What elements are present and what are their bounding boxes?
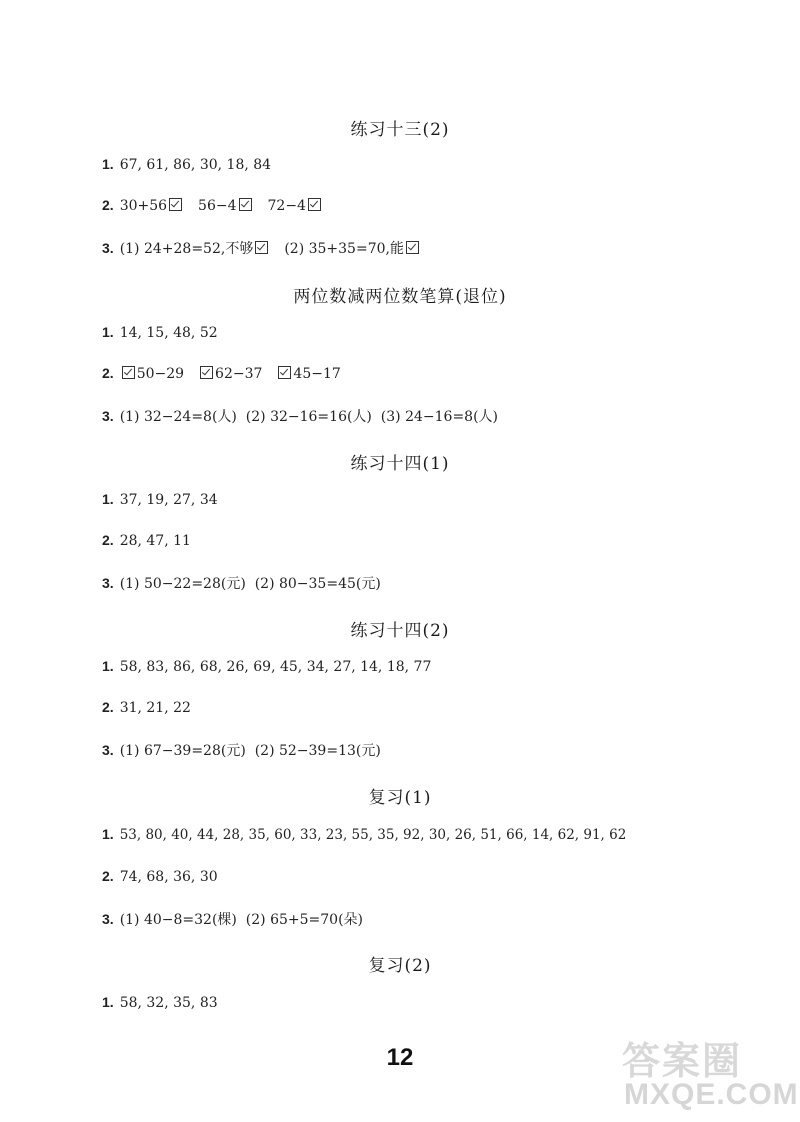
item-number: 1. [102,658,114,674]
answer-line [102,238,421,258]
watermark-logo [618,1030,799,1115]
page-number: 12 [386,1044,414,1071]
answer-line [102,573,381,593]
checkmark-icon [406,241,419,254]
answer-text: 50−29 [136,366,185,382]
checkmark-icon [255,241,268,254]
watermark-text: 答案圈 [622,1041,743,1083]
answer-text: 28, 47, 11 [119,533,191,549]
answer-text: (1) 50−22=28(元) (2) 80−35=45(元) [119,576,381,592]
answer-line [102,826,626,843]
answer-line [102,699,191,716]
answer-text: 14, 15, 48, 52 [119,325,218,341]
section-title: 复习(2) [368,956,432,976]
item-number: 2. [102,197,114,213]
answer-line [102,909,363,929]
answer-text: 58, 83, 86, 68, 26, 69, 45, 34, 27, 14, 18, 77 [119,659,432,675]
answer-line [102,868,218,885]
answer-text: (1) 40−8=32(棵) (2) 65+5=70(朵) [119,912,363,928]
section-title: 练习十四(2) [350,621,450,641]
answer-line [102,740,381,760]
answer-text: (1) 67−39=28(元) (2) 52−39=13(元) [119,743,381,759]
answer-line [102,532,191,549]
item-number: 3. [102,742,114,758]
item-number: 2. [102,365,114,381]
checkmark-icon [169,198,182,211]
answer-text: (1) 24+28=52,不够 [119,241,254,257]
answer-text: 72−4 [267,198,306,214]
answer-line [102,994,218,1011]
item-number: 1. [102,491,114,507]
item-number: 3. [102,240,114,256]
checkmark-icon [122,366,135,379]
item-number: 1. [102,994,114,1010]
answer-text: 53, 80, 40, 44, 28, 35, 60, 33, 23, 55, 35, 92, 30, 26, 51, 66, 14, 62, 91, 62 [119,827,627,843]
item-number: 1. [102,324,114,340]
answer-line [102,658,431,675]
checkmark-icon [200,366,213,379]
answer-text: 74, 68, 36, 30 [119,869,218,885]
item-number: 2. [102,532,114,548]
checkmark-icon [239,198,252,211]
section-title: 练习十四(1) [350,454,450,474]
answer-line [102,491,218,508]
item-number: 3. [102,408,114,424]
answer-text: (2) 35+35=70,能 [284,241,404,257]
answer-text: 62−37 [215,366,263,382]
checkmark-icon [308,198,321,211]
answer-line [102,156,271,173]
item-number: 2. [102,868,114,884]
answer-line [102,197,323,214]
item-number: 2. [102,699,114,715]
answer-text: 37, 19, 27, 34 [119,492,218,508]
answer-text: 58, 32, 35, 83 [119,995,218,1011]
section-title: 复习(1) [368,788,432,808]
section-title: 练习十三(2) [350,120,450,140]
answer-line [102,406,498,426]
answer-text: 45−17 [293,366,341,382]
answer-line [102,324,218,341]
answer-text: 31, 21, 22 [119,700,191,716]
item-number: 1. [102,826,114,842]
answer-text: 56−4 [198,198,237,214]
item-number: 3. [102,575,114,591]
answer-text: 67, 61, 86, 30, 18, 84 [119,157,272,173]
watermark-url: MXQE.COM [624,1078,799,1111]
answer-text: 30+56 [119,198,168,214]
answer-text: (1) 32−24=8(人) (2) 32−16=16(人) (3) 24−16=8(人) [119,409,499,425]
checkmark-icon [278,366,291,379]
item-number: 3. [102,911,114,927]
item-number: 1. [102,156,114,172]
answer-line [102,365,341,382]
section-title: 两位数减两位数笔算(退位) [293,287,507,307]
